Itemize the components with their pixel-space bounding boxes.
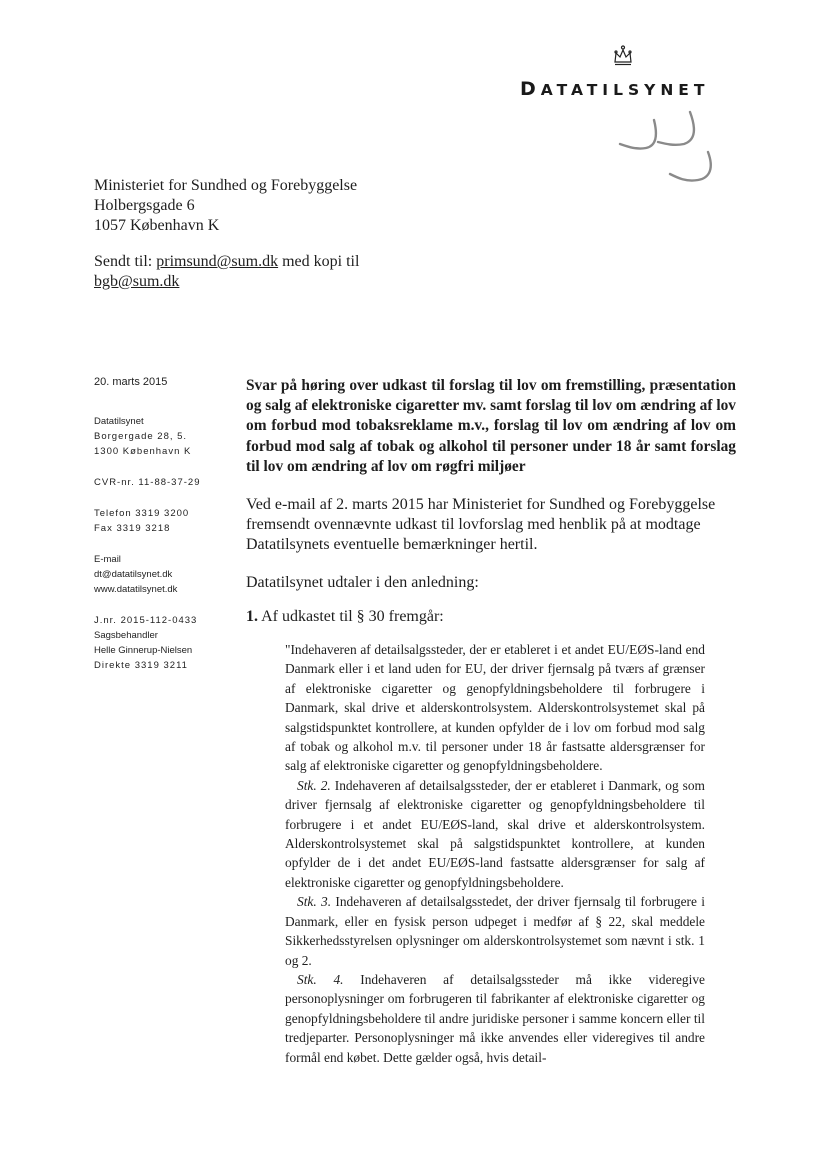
sender-street: Borgergade 28, 5. <box>94 431 188 442</box>
email-link-primary[interactable]: primsund@sum.dk <box>156 253 279 270</box>
journal-number: J.nr. 2015-112-0433 <box>94 615 198 626</box>
direct-phone: Direkte 3319 3211 <box>94 660 188 671</box>
sent-to: Sendt til: primsund@sum.dk med kopi til bgb@sum.dk <box>94 253 360 290</box>
email-link-copy[interactable]: bgb@sum.dk <box>94 273 180 290</box>
recipient-address <box>94 176 357 236</box>
letter-date: 20. marts 2015 <box>94 376 168 388</box>
handwritten-mark <box>612 108 722 188</box>
statement-paragraph: Datatilsynet udtaler i den anledning: <box>246 574 479 592</box>
quote-stk-4: Stk. 4. Indehaveren af detailsalgssteder må ikke videregive personoplysninger om forbrugeren til fabrikanter af elektroniske cigaretter og genopfyldningsbeholdere til andre juridiske personer i samme koncern eller til tredjeparter. Personoplysninger må ikke anvendes eller videregives til andre formål end købet. Dette gælder også, hvis detail- <box>285 971 705 1065</box>
email-label: E-mail <box>94 554 121 565</box>
sender-email[interactable]: dt@datatilsynet.dk <box>94 569 173 580</box>
quoted-law-text <box>285 640 705 1067</box>
case-handler-label: Sagsbehandler <box>94 630 158 641</box>
letter-subject: Svar på høring over udkast til forslag til lov om fremstilling, præsentation og salg af elektroniske cigaretter mv. samt forslag til lov om ændring af lov om forbud mod tobaksreklame m.v., forslag til lov om ændring af lov om forbud mod salg af tobak og alkohol til personer under 18 år samt forslag til lov om ændring af lov om røgfri miljøer <box>246 377 736 475</box>
sender-org: Datatilsynet <box>94 416 144 427</box>
case-handler: Helle Ginnerup-Nielsen <box>94 645 193 656</box>
sender-city: 1300 København K <box>94 446 192 457</box>
crown-icon <box>611 44 635 68</box>
fax: Fax 3319 3218 <box>94 523 171 534</box>
letter-body <box>246 376 736 627</box>
quote-stk-2: Stk. 2. Indehaveren af detailsalgssteder, der er etableret i Danmark, og som driver fjernsalg af elektroniske cigaretter og genopfyldningsbeholdere til forbrugere i et andet EU/EØS-land, skal drive et alderskontrolsystem. Alderskontrolsystemet skal på salgstidspunktet kontrollere, at kunden opfylder de i det andet EU/EØS-land fastsatte aldersgrænser for salg af elektroniske cigaretter og genopfyldningsbeholdere. <box>285 777 705 890</box>
quote-paragraph-1: "Indehaveren af detailsalgssteder, der er etableret i et andet EU/EØS-land end Danmark eller i et land uden for EU, der driver fjernsalg på tværs af grænser af elektroniske cigaretter og genopfyldningsbeholdere til forbrugere i Danmark, skal drive et alderskontrolsystem. Alderskontrolsystemet skal på salgstidspunktet kontrollere, at kunden opfylder de i lov om forbud mod salg af tobak og alkohol m.v. til personer under 18 år fastsatte aldersgrænser for salg af elektroniske cigaretter og genopfyldningsbeholdere. <box>285 642 705 774</box>
cvr-number: CVR-nr. 11-88-37-29 <box>94 477 201 488</box>
quote-stk-3: Stk. 3. Indehaveren af detailsalgsstedet, der driver fjernsalg til forbrugere i Danmark, eller en fysisk person udpeget i medfør af § 22, skal meddele Sikkerhedsstyrelsen oplysninger om alderskontrolsystemet som nævnt i stk. 1 og 2. <box>285 894 705 968</box>
organization-logo: DATATILSYNET <box>520 78 710 100</box>
recipient-street: Holbergsgade 6 <box>94 197 195 214</box>
sender-website[interactable]: www.datatilsynet.dk <box>94 584 178 595</box>
sender-info-sidebar <box>94 375 244 689</box>
section-heading: 1. Af udkastet til § 30 fremgår: <box>246 608 444 626</box>
recipient-city: 1057 København K <box>94 217 220 234</box>
intro-paragraph: Ved e-mail af 2. marts 2015 har Ministeriet for Sundhed og Forebyggelse fremsendt ovennævnte udkast til lovforslag med henblik på at modtage Datatilsynets eventuelle bemærkninger hertil. <box>246 496 716 554</box>
phone: Telefon 3319 3200 <box>94 508 190 519</box>
recipient-name: Ministeriet for Sundhed og Forebyggelse <box>94 177 358 194</box>
